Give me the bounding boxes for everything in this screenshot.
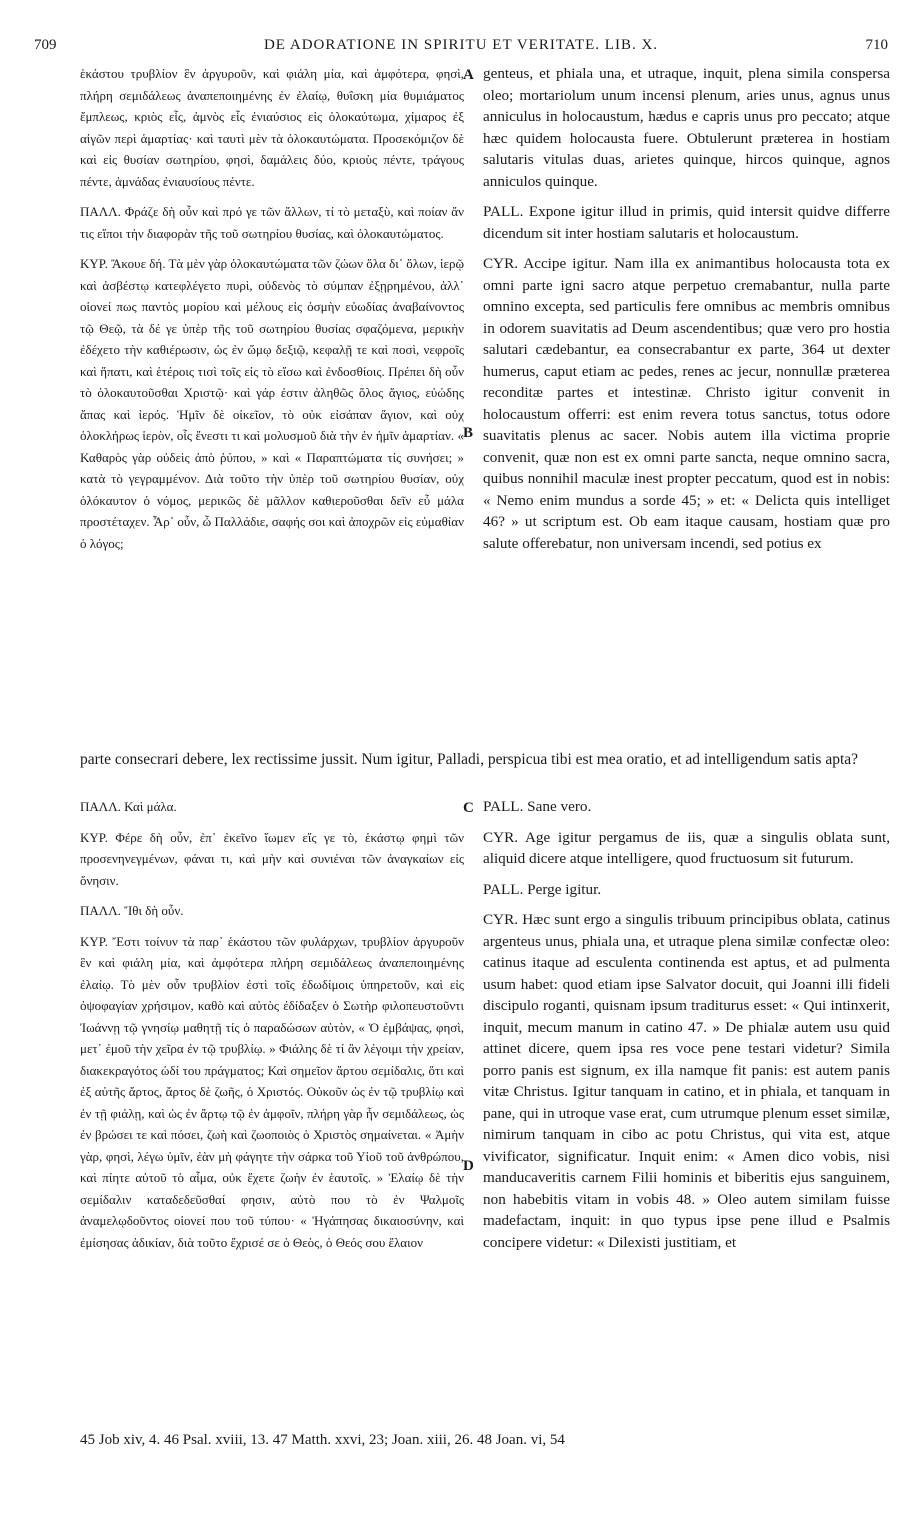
- greek-column-upper: [80, 63, 464, 554]
- greek-paragraph: ΚΥΡ. Ἄκουε δή. Τὰ μὲν γὰρ ὁλοκαυτώματα τῶν ζώων ὅλα δι᾽ ὅλων, ἱερῷ καὶ ἀσβέστῳ κατεφλέγετο πυρὶ, οὐδενὸς τὸ σύμπαν ἐξῃρημένου, ἀλλ᾽ οἱονεί πως παντὸς μορίου καὶ μέλους εἰς ὀσμὴν εὐωδίας ἀναβαίνοντος τῷ Θεῷ, τὰ δέ γε ὑπὲρ τῆς τοῦ σωτηρίου θυσίας σφαζόμενα, μερικὴν ἐδέχετο τὴν καθιέρωσιν, ὡς ἐν ὤμῳ δεξιῷ, κεφαλῇ τε καὶ ποσὶ, νεφροῖς καὶ ἥπατι, καὶ ἑτέροις τισὶ τοῖς εἰς τὸ εἴσω καὶ ἐνδοσθίοις. Πρέπει δὴ οὖν τὸ ὁλοκαυτοῦσθαι Χριστῷ· καὶ γάρ ἐστιν ἀληθῶς ὅλος ἅγιος, εὐώδης ἅπας καὶ ἱερός. Ἡμῖν δὲ οἰκεῖον, τὸ οὐκ εἰσάπαν ἅγιον, καὶ οὐχ ὁλοκλήρως ἱερὸν, οἷς ἔνεστι τι καὶ μολυσμοῦ διὰ τὴν ἐν ἡμῖν ἁμαρτίαν. « Καθαρὸς γὰρ οὐδεὶς ἀπὸ ῥύπου, » καὶ « Παραπτώματα τίς συνήσει; » κατὰ τὸ γεγραμμένον. Διὰ τοῦτο τὴν ὑπὲρ τοῦ σωτηρίου θυσίαν, οὐχ ὁλόκαυτον ὁ νόμος, μερικῶς δὲ μᾶλλον καθιεροῦσθαι δεῖν εὖ μάλα προστέταχεν. Ἆρ᾽ οὖν, ὦ Παλλάδιε, σαφής σοι καὶ ἀποχρῶν εἰς εὐμαθίαν ὁ λόγος;: [80, 256, 465, 551]
- section-marker-d: D: [463, 1158, 474, 1174]
- latin-paragraph: PALL. Sane vero.: [483, 798, 592, 815]
- greek-paragraph: ΠΑΛΛ. Ἴθι δὴ οὖν.: [80, 903, 184, 918]
- running-header: [30, 37, 892, 59]
- latin-paragraph: CYR. Accipe igitur. Nam illa ex animantibus holocausta tota ex omni parte igni sacro atque perpetuo cremabantur, nulla parte omnino excepta, sed particulis fere omnibus ac membris omnibus in odorem suavitatis ad Deum ascendentibus; quæ vero pro hostia salutari cædebantur, ea consecrabantur ex parte, 364 ut dexter humerus, caput etiam ac pedes, renes ac jecur, nonnullæ præterea reconditæ partes et intestinæ. Christo igitur convenit in holocaustum offerri: est enim revera totus sanctus, totus odore suavitatis plenus ac sacer. Nobis autem illa victima proprie convenit, quæ non est ex omni parte sancta, neque omnino sacra, quibus nonnihil maculæ inest propter peccatum, quod est in nobis: « Nemo enim mundus a sorde 45; » et: « Delicta quis intelliget 46? » ut scriptum est. Ob eam itaque causam, hostiam quæ pro salute offerebatur, non universam incendi, sed potius ex: [483, 255, 890, 552]
- latin-paragraph: PALL. Perge igitur.: [483, 880, 602, 898]
- footnotes: 45 Job xiv, 4. 46 Psal. xviii, 13. 47 Matth. xxvi, 23; Joan. xiii, 26. 48 Joan. vi, 54: [80, 1432, 565, 1448]
- page-number-left: 709: [34, 37, 57, 53]
- latin-paragraph: CYR. Hæc sunt ergo a singulis tribuum principibus oblata, catinus argenteus unus, phiala una, et utraque plena similæ confectæ oleo: catinus itaque ad esculenta continenda est aptus, et ad pulmenta usum habet: quod etiam ipse Salvator docuit, qui Joanni illi fideli discipulo roganti, quisnam ipsum traditurus esset: « Qui intinxerit, inquit, mecum manum in catino 47. » De phialæ autem usu quid attinet dicere, quem ipsa res voce pene testari videtur? Simila porro panis est signum, ex illa namque fit panis: est autem panis vitæ Christus. Igitur tanquam in catino, et in phiala, et tanquam in pane, qui in utroque vase erat, cum utrumque plenum esset similæ, nimirum tanquam in cibo ac potu Christus, qui vita est, atque vivificator, significatur. Inquit enim: « Amen dico vobis, nisi manducaveritis carnem Filii hominis et biberitis ejus sanguinem, non habebitis vitam in vobis 48. » Oleo autem similam fuisse madefactam, inquit: in quo typus ipse pene illud e Psalmis concipere videtur: « Dilexisti justitiam, et: [483, 911, 890, 1251]
- latin-paragraph: genteus, et phiala una, et utraque, inquit, plena simila conspersa oleo; mortariolum unum incensi plenum, aries unus, agnus unus anniculus in holocaustum, hædus e capris unus pro peccato; atque hæc quidem holocausta fuere. Obtulerunt præterea in hostiam salutaris vitulas duas, arietes quinque, hircos quinque, agnos anniculos quinque.: [483, 65, 890, 190]
- greek-paragraph: ἑκάστου τρυβλίον ἓν ἀργυροῦν, καὶ φιάλη μία, καὶ ἀμφότερα, φησὶ, πλήρη σεμιδάλεως ἀναπεποιημένης ἐν ἐλαίῳ, θυΐσκη μία θυμιάματος ἔμπλεως, κριὸς εἷς, ἀμνὸς εἷς ἐνιαύσιος εἰς ὁλοκαύτωμα, χίμαρος ἐξ αἰγῶν περὶ ἁμαρτίας· καὶ ταυτὶ μὲν τὰ ὁλοκαυτώματα. Προσεκόμιζον δὲ καὶ εἰς θυσίαν σωτηρίου, φησὶ, δαμάλεις δύο, κριοὺς πέντε, τράγους πέντε, ἀμνάδας ἐνιαυσίους πέντε.: [80, 66, 464, 189]
- greek-paragraph: ΚΥΡ. Φέρε δὴ οὖν, ἐπ᾽ ἐκεῖνο ἴωμεν εἴς γε τὸ, ἑκάστῳ φημὶ τῶν προσενηνεγμένων, φάναι τι, καὶ μὴν καὶ συνιέναι τῶν ἀναγκαίων εἰς ὄνησιν.: [80, 829, 464, 888]
- greek-paragraph: ΚΥΡ. Ἔστι τοίνυν τὰ παρ᾽ ἑκάστου τῶν φυλάρχων, τρυβλίον ἀργυροῦν ἓν καὶ φιάλη μία, καὶ ἀμφότερα πλήρη σεμιδάλεως ἀναπεποιημένης ἐλαίῳ. Τὸ μὲν οὖν τρυβλίον ἐστὶ τοῖς ἐδωδίμοις ὑπηρετοῦν, καὶ εἰς ὀψοφαγίαν χρήσιμον, καθὸ καὶ αὐτὸς ἐδίδαξεν ὁ Σωτὴρ φιλοπευστοῦντι Ἰωάννῃ τῷ γνησίῳ μαθητῇ τίς ὁ παραδώσων αὐτὸν, « Ὁ ἐμβάψας, φησὶ, μετ᾽ ἐμοῦ τὴν χεῖρα ἐν τῷ τρυβλίῳ. » Φιάλης δὲ τί ἂν λέγοιμι τὴν χρείαν, διακεκραγότος ὡδί του πράγματος; Καὶ σημεῖον ἄρτου σεμίδαλις, ὅτι καὶ ἐξ αὐτῆς ἄρτος, ἄρτος δὲ ζωῆς, ὁ Χριστός. Οὐκοῦν ὡς ἐν τῷ τρυβλίῳ καὶ ἐν τῇ φιάλῃ, καὶ ὡς ἐν ἄρτῳ τῷ ἐν ἀμφοῖν, πλήρη γὰρ ἦν σεμιδάλεως, ὡς ἐν βρώσει τε καὶ πόσει, ζωὴ καὶ ζωοποιὸς ὁ Χριστὸς σημαίνεται. « Ἀμὴν γὰρ, φησὶ, λέγω ὑμῖν, ἐὰν μὴ φάγητε τὴν σάρκα τοῦ Υἱοῦ τοῦ ἀνθρώπου, καὶ πίητε αὐτοῦ τὸ αἷμα, οὐκ ἔχετε ζωὴν ἐν ἑαυτοῖς. » Ἐλαίῳ δὲ τὴν σεμίδαλιν καταδεδεῦσθαί φησιν, αὐτὸ που τὸ ἐν Ψαλμοῖς ἀναμελῳδοῦντος οἱονεί που τοῦ τύπου· « Ἠγάπησας δικαιοσύνην, καὶ ἐμίσησας ἀδικίαν, διὰ τοῦτο ἔχρισέ σε ὁ Θεὸς, ὁ Θεός σου ἔλαιον: [80, 933, 464, 1250]
- latin-column-upper: [483, 63, 890, 554]
- greek-column-lower: [80, 796, 464, 1253]
- full-width-text: parte consecrari debere, lex rectissime jussit. Num igitur, Palladi, perspicua tibi est mea oratio, et ad intelligendum satis apta?: [80, 751, 859, 768]
- latin-paragraph: PALL. Expone igitur illud in primis, quid intersit quidve differre dicendum sit inter hostiam salutaris et holocaustum.: [483, 203, 890, 242]
- page-title: DE ADORATIONE IN SPIRITU ET VERITATE. LIB. X.: [263, 37, 659, 53]
- greek-paragraph: ΠΑΛΛ. Καὶ μάλα.: [80, 799, 177, 814]
- page-number-right: 710: [865, 37, 888, 53]
- section-marker-a: A: [463, 67, 474, 83]
- latin-paragraph: CYR. Age igitur pergamus de iis, quæ a singulis oblata sunt, aliquid dicere atque intelligere, quod fructuosum sit futurum.: [483, 828, 890, 867]
- latin-column-lower: [483, 796, 890, 1253]
- section-marker-c: C: [463, 800, 474, 816]
- section-marker-b: B: [463, 425, 474, 441]
- greek-paragraph: ΠΑΛΛ. Φράζε δὴ οὖν καὶ πρό γε τῶν ἄλλων, τί τὸ μεταξὺ, καὶ ποίαν ἄν τις εἴποι τὴν διαφορὰν τῆς τοῦ σωτηρίου θυσίας, καὶ ὁλοκαυτώματος.: [80, 204, 464, 241]
